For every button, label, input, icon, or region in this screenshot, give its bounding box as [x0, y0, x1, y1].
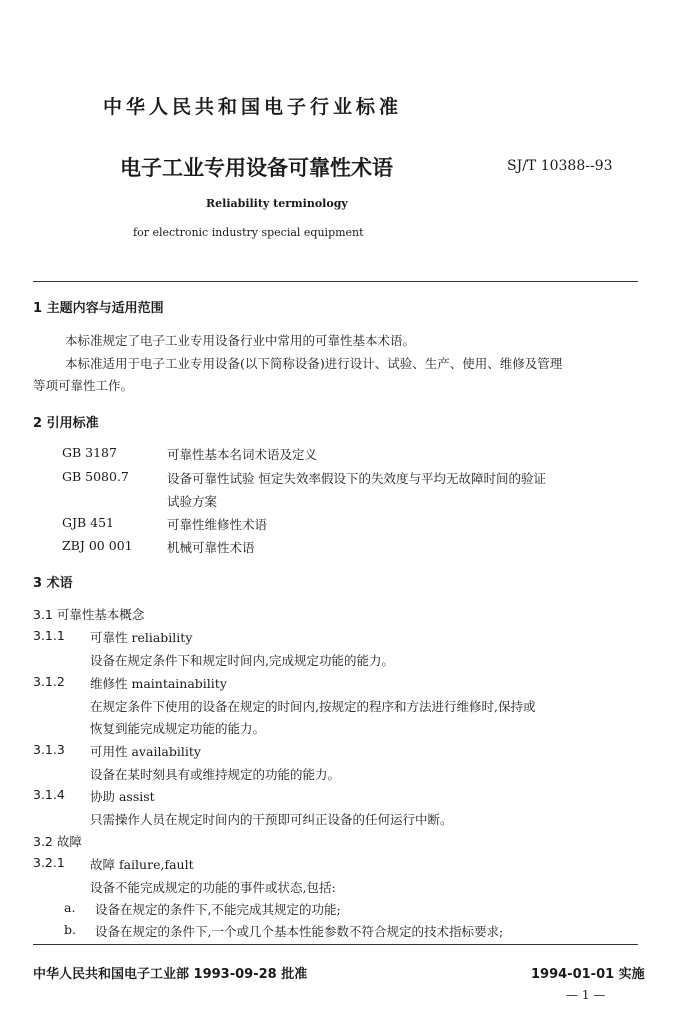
standard-number: SJ/T 10388--93 — [507, 158, 613, 174]
definition-maintainability-line1: 在规定条件下使用的设备在规定的时间内,按规定的程序和方法进行维修时,保持或 — [90, 699, 536, 714]
term-number: 3.1.2 — [33, 674, 65, 689]
document-title-en-line1: Reliability terminology — [206, 197, 348, 210]
document-title-en-line2: for electronic industry special equipment — [133, 226, 364, 239]
definition-maintainability-line2: 恢复到能完成规定功能的能力。 — [90, 721, 266, 736]
page-number: — 1 — — [566, 988, 606, 1002]
ref-code: ZBJ 00 001 — [62, 538, 133, 553]
list-item-b: 设备在规定的条件下,一个或几个基本性能参数不符合规定的技术指标要求; — [95, 924, 504, 939]
term-number: 3.1.3 — [33, 742, 65, 757]
term-maintainability: 维修性 maintainability — [90, 676, 227, 691]
ref-code: GB 3187 — [62, 445, 117, 460]
ref-code: GJB 451 — [62, 515, 115, 530]
term-number: 3.1.4 — [33, 787, 65, 802]
section-1-para1: 本标准规定了电子工业专用设备行业中常用的可靠性基本术语。 — [65, 333, 416, 348]
definition-assist: 只需操作人员在规定时间内的干预即可纠正设备的任何运行中断。 — [90, 812, 453, 827]
term-availability: 可用性 availability — [90, 744, 201, 759]
issuing-body-header: 中华人民共和国电子行业标准 — [103, 96, 403, 118]
implementation-date: 1994-01-01 实施 — [531, 967, 645, 982]
term-number: 3.1.1 — [33, 628, 65, 643]
top-divider — [33, 281, 638, 282]
section-3-heading: 3 术语 — [33, 576, 73, 591]
section-1-para2-line1: 本标准适用于电子工业专用设备(以下简称设备)进行设计、试验、生产、使用、维修及管理 — [65, 356, 563, 371]
section-2-heading: 2 引用标准 — [33, 416, 99, 431]
subsection-3-1: 3.1 可靠性基本概念 — [33, 607, 145, 622]
term-number: 3.2.1 — [33, 855, 65, 870]
list-marker-b: b. — [64, 922, 76, 937]
ref-code: GB 5080.7 — [62, 469, 129, 484]
list-item-a: 设备在规定的条件下,不能完成其规定的功能; — [95, 902, 341, 917]
ref-title-continued: 试验方案 — [167, 494, 218, 509]
section-1-para2-line2: 等项可靠性工作。 — [33, 378, 134, 393]
section-1-heading: 1 主题内容与适用范围 — [33, 301, 164, 316]
list-marker-a: a. — [64, 900, 76, 915]
term-assist: 协助 assist — [90, 789, 155, 804]
definition-availability: 设备在某时刻具有或维持规定的功能的能力。 — [90, 767, 341, 782]
approval-line: 中华人民共和国电子工业部 1993-09-28 批准 — [33, 967, 308, 982]
document-title-cn: 电子工业专用设备可靠性术语 — [120, 156, 393, 180]
ref-title: 机械可靠性术语 — [167, 540, 255, 555]
ref-title: 可靠性维修性术语 — [167, 517, 268, 532]
ref-title: 可靠性基本名词术语及定义 — [167, 447, 318, 462]
subsection-3-2: 3.2 故障 — [33, 834, 82, 849]
term-reliability: 可靠性 reliability — [90, 630, 193, 645]
definition-reliability: 设备在规定条件下和规定时间内,完成规定功能的能力。 — [90, 653, 394, 668]
definition-failure: 设备不能完成规定的功能的事件或状态,包括: — [90, 880, 336, 895]
ref-title: 设备可靠性试验 恒定失效率假设下的失效度与平均无故障时间的验证 — [167, 471, 546, 486]
term-failure: 故障 failure,fault — [90, 857, 194, 872]
bottom-divider — [33, 944, 638, 945]
